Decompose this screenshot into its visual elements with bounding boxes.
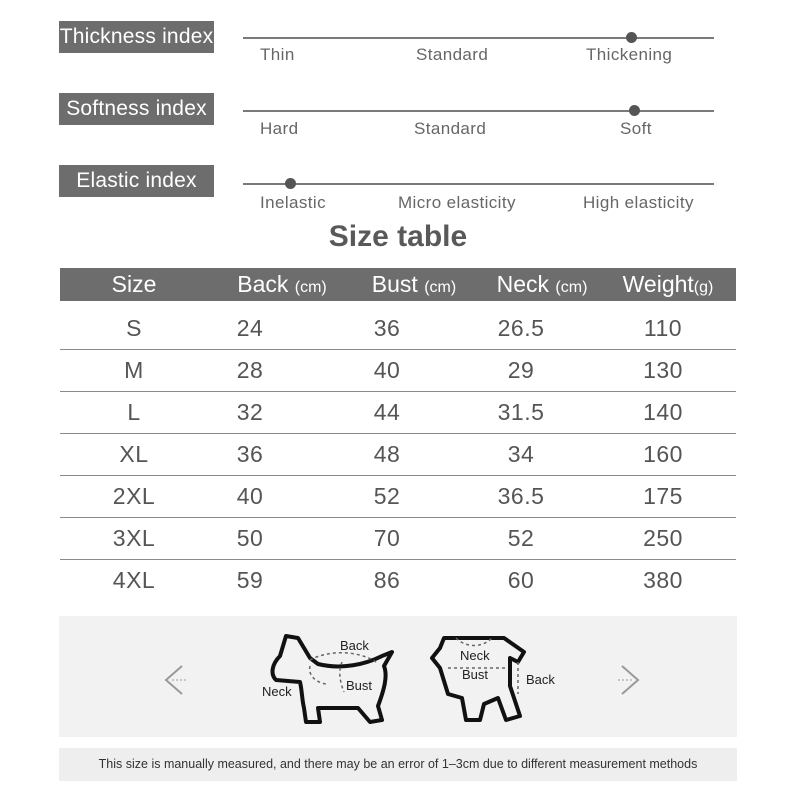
index-option: High elasticity: [583, 193, 694, 212]
dog-back-label: Back: [340, 638, 369, 653]
table-row: [60, 350, 736, 392]
index-scale-line: [243, 37, 714, 39]
cell-weight: 140: [643, 399, 683, 425]
size-table-title: Size table: [328, 220, 468, 253]
dog-measurement-diagram: [258, 628, 408, 728]
index-marker: [285, 178, 296, 189]
header-back: Back (cm): [237, 271, 327, 297]
cell-back: 50: [236, 525, 264, 551]
table-row: [60, 308, 736, 350]
garment-back-label: Back: [526, 672, 555, 687]
garment-measurement-diagram: [426, 628, 566, 728]
cell-weight: 380: [643, 567, 683, 593]
cell-weight: 250: [643, 525, 683, 551]
cell-bust: 52: [373, 483, 401, 509]
table-row: [60, 476, 736, 518]
cell-back: 28: [236, 357, 264, 383]
cell-size: XL: [119, 441, 149, 467]
cell-weight: 175: [643, 483, 683, 509]
dog-bust-label: Bust: [346, 678, 373, 693]
index-option: Standard: [416, 45, 489, 64]
header-bust: Bust (cm): [371, 271, 457, 297]
header-weight: Weight(g): [622, 271, 714, 297]
table-row: [60, 392, 736, 434]
table-row: [60, 560, 736, 601]
cell-size: S: [126, 315, 142, 341]
cell-bust: 70: [373, 525, 401, 551]
cell-bust: 40: [373, 357, 401, 383]
header-size: Size: [111, 271, 157, 297]
cell-bust: 86: [373, 567, 401, 593]
cell-back: 36: [236, 441, 264, 467]
cell-size: M: [124, 357, 144, 383]
index-label: Thickness index: [59, 21, 214, 53]
cell-neck: 31.5: [497, 399, 545, 425]
index-marker: [626, 32, 637, 43]
index-option: Thickening: [586, 45, 673, 64]
cell-weight: 130: [643, 357, 683, 383]
dog-neck-label: Neck: [262, 684, 292, 699]
index-option: Inelastic: [260, 193, 326, 212]
cell-size: 3XL: [112, 525, 156, 551]
cell-back: 40: [236, 483, 264, 509]
cell-size: 2XL: [112, 483, 156, 509]
cell-neck: 26.5: [497, 315, 545, 341]
index-marker: [629, 105, 640, 116]
cell-bust: 48: [373, 441, 401, 467]
cell-bust: 44: [373, 399, 401, 425]
cell-bust: 36: [373, 315, 401, 341]
index-option: Standard: [414, 119, 487, 138]
cell-neck: 34: [507, 441, 535, 467]
chevron-right-icon[interactable]: [616, 660, 644, 700]
measurement-note: This size is manually measured, and there may be an error of 1–3cm due to different measurement methods: [59, 748, 737, 781]
cell-neck: 36.5: [497, 483, 545, 509]
cell-back: 59: [236, 567, 264, 593]
index-option: Hard: [260, 119, 299, 138]
chevron-left-icon[interactable]: [160, 660, 188, 700]
neck-measure-line: [310, 666, 326, 684]
index-scale-line: [243, 183, 714, 185]
index-option: Thin: [260, 45, 295, 64]
index-option: Soft: [620, 119, 652, 138]
cell-size: L: [127, 399, 141, 425]
cell-neck: 29: [507, 357, 535, 383]
index-option: Micro elasticity: [398, 193, 516, 212]
cell-back: 32: [236, 399, 264, 425]
table-row: [60, 518, 736, 560]
index-scale-line: [243, 110, 714, 112]
table-row: [60, 434, 736, 476]
size-table-header: [60, 268, 736, 301]
cell-size: 4XL: [112, 567, 156, 593]
dog-silhouette-icon: [273, 636, 392, 722]
index-label: Softness index: [59, 93, 214, 125]
cell-neck: 60: [507, 567, 535, 593]
cell-weight: 160: [643, 441, 683, 467]
cell-back: 24: [236, 315, 264, 341]
garment-bust-label: Bust: [462, 667, 489, 682]
garment-neck-label: Neck: [460, 648, 490, 663]
cell-weight: 110: [643, 315, 683, 341]
header-neck: Neck (cm): [496, 271, 588, 297]
cell-neck: 52: [507, 525, 535, 551]
index-label: Elastic index: [59, 165, 214, 197]
